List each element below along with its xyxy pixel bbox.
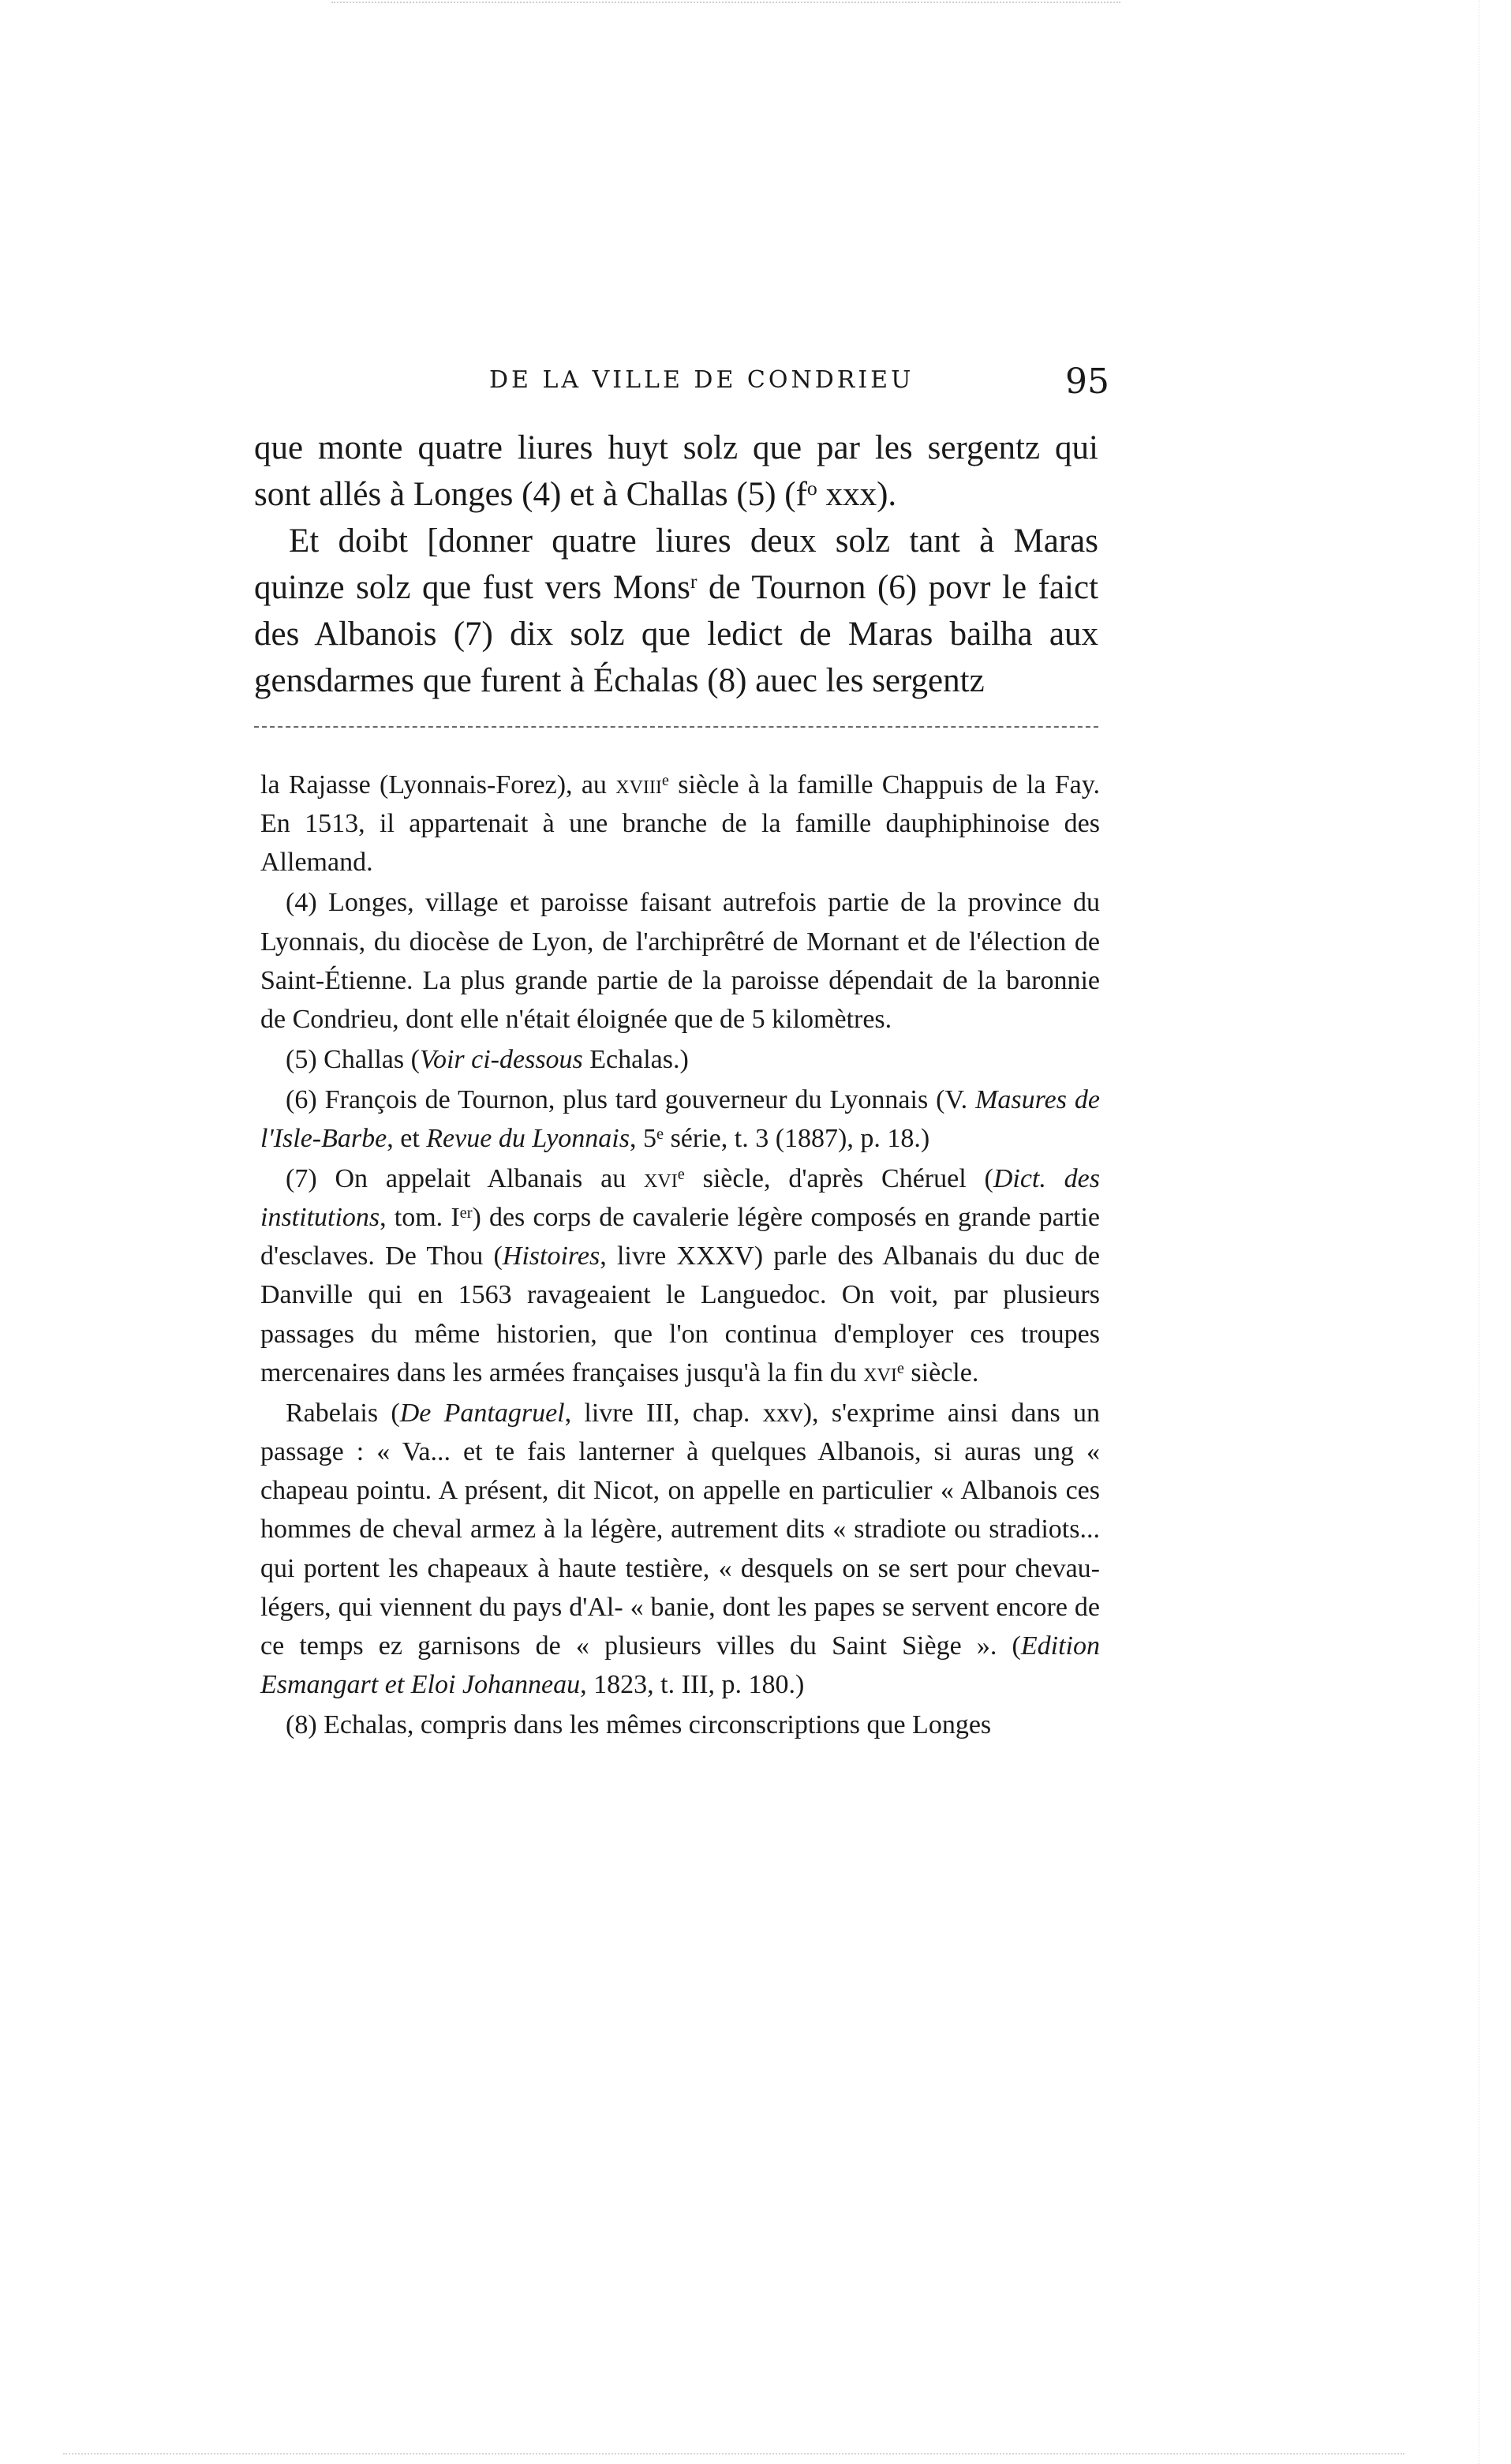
main-paragraph-2: Et doibt [donner quatre liures deux solz tant à Maras quinze solz que fust vers Mons$^r$ de Tournon (6) povr le faict des Albanois (7) dix solz que ledict de Maras bailha aux gensdarmes que furent à Échalas (8) auec les sergentz bbox=[254, 522, 1099, 699]
main-paragraph-1: que monte quatre liures huyt solz que par les sergentz qui sont allés à Longes (4) et à Challas (5) ($f^o$ xxx). bbox=[254, 429, 1098, 513]
footnote-rabelais: Rabelais (De Pantagruel, livre III, chap. xxv), s'exprime ainsi dans un passage : « Va... et te fais lanterner à quelques Albanois, si auras ung « chapeau pointu. A présent, dit Nicot, on appelle en particulier « Albanois ces hommes de cheval armez à la légère, autrement dits « stradiote ou stradiots... qui portent les chapeaux à haute testière, « desquels on se sert pour chevau-légers, qui viennent du pays d'Al- « banie, dont les papes se servent encore de ce temps ez garnisons de « plusieurs villes du Saint Siège ». (Edition Esmangart et Eloi Johanneau, 1823, t. III, p. 180.) bbox=[260, 1398, 1100, 1700]
running-head bbox=[252, 361, 1128, 409]
scan-edge bbox=[1479, 0, 1511, 2464]
footnote-5: (5) Challas (Voir ci-dessous Echalas.) bbox=[286, 1044, 689, 1074]
footnote-8: (8) Echalas, compris dans les mêmes circonscriptions que Longes bbox=[286, 1710, 992, 1739]
main-text bbox=[254, 425, 1098, 704]
page-number: 95 bbox=[1065, 361, 1109, 402]
footnote-6: (6) François de Tournon, plus tard gouverneur du Lyonnais (V. Masures de l'Isle-Barbe, et Revue du Lyonnais, 5e série, t. 3 (1887), p. 18.) bbox=[260, 1084, 1100, 1153]
scan-artifact-top bbox=[331, 2, 1120, 3]
footnote-separator bbox=[254, 726, 1098, 728]
running-title: DE LA VILLE DE CONDRIEU bbox=[489, 366, 914, 394]
footnotes bbox=[260, 766, 1100, 1746]
footnote-continuation: la Rajasse (Lyonnais-Forez), au xviii$^e$ siècle à la famille Chappuis de la Fay. En 1513, il appartenait à une branche de la famille dauphiphinoise des Allemand. bbox=[260, 770, 1101, 878]
footnote-4: (4) Longes, village et paroisse faisant autrefois partie de la province du Lyonnais, du diocèse de Lyon, de l'archiprêtré de Mornant et de l'élection de Saint-Étienne. La plus grande partie de la paroisse dépendait de la baronnie de Condrieu, dont elle n'était éloignée que de 5 kilomètres. bbox=[260, 888, 1100, 1034]
footnote-7: (7) On appelait Albanais au xvi$^e$ siècle, d'après Chéruel (Dict. des institutions, tom. Ier) des corps de cavalerie légère composés en grande partie d'esclaves. De Thou (Histoires, livre XXXV) parle des Albanais du duc de Danville qui en 1563 ravageaient le Languedoc. On voit, par plusieurs passages du même historien, que l'on continua d'employer ces troupes mercenaires dans les armées françaises jusqu'à la fin du xvi$^e$ siècle. bbox=[260, 1163, 1101, 1387]
scan-artifact-bottom bbox=[63, 2453, 1404, 2455]
